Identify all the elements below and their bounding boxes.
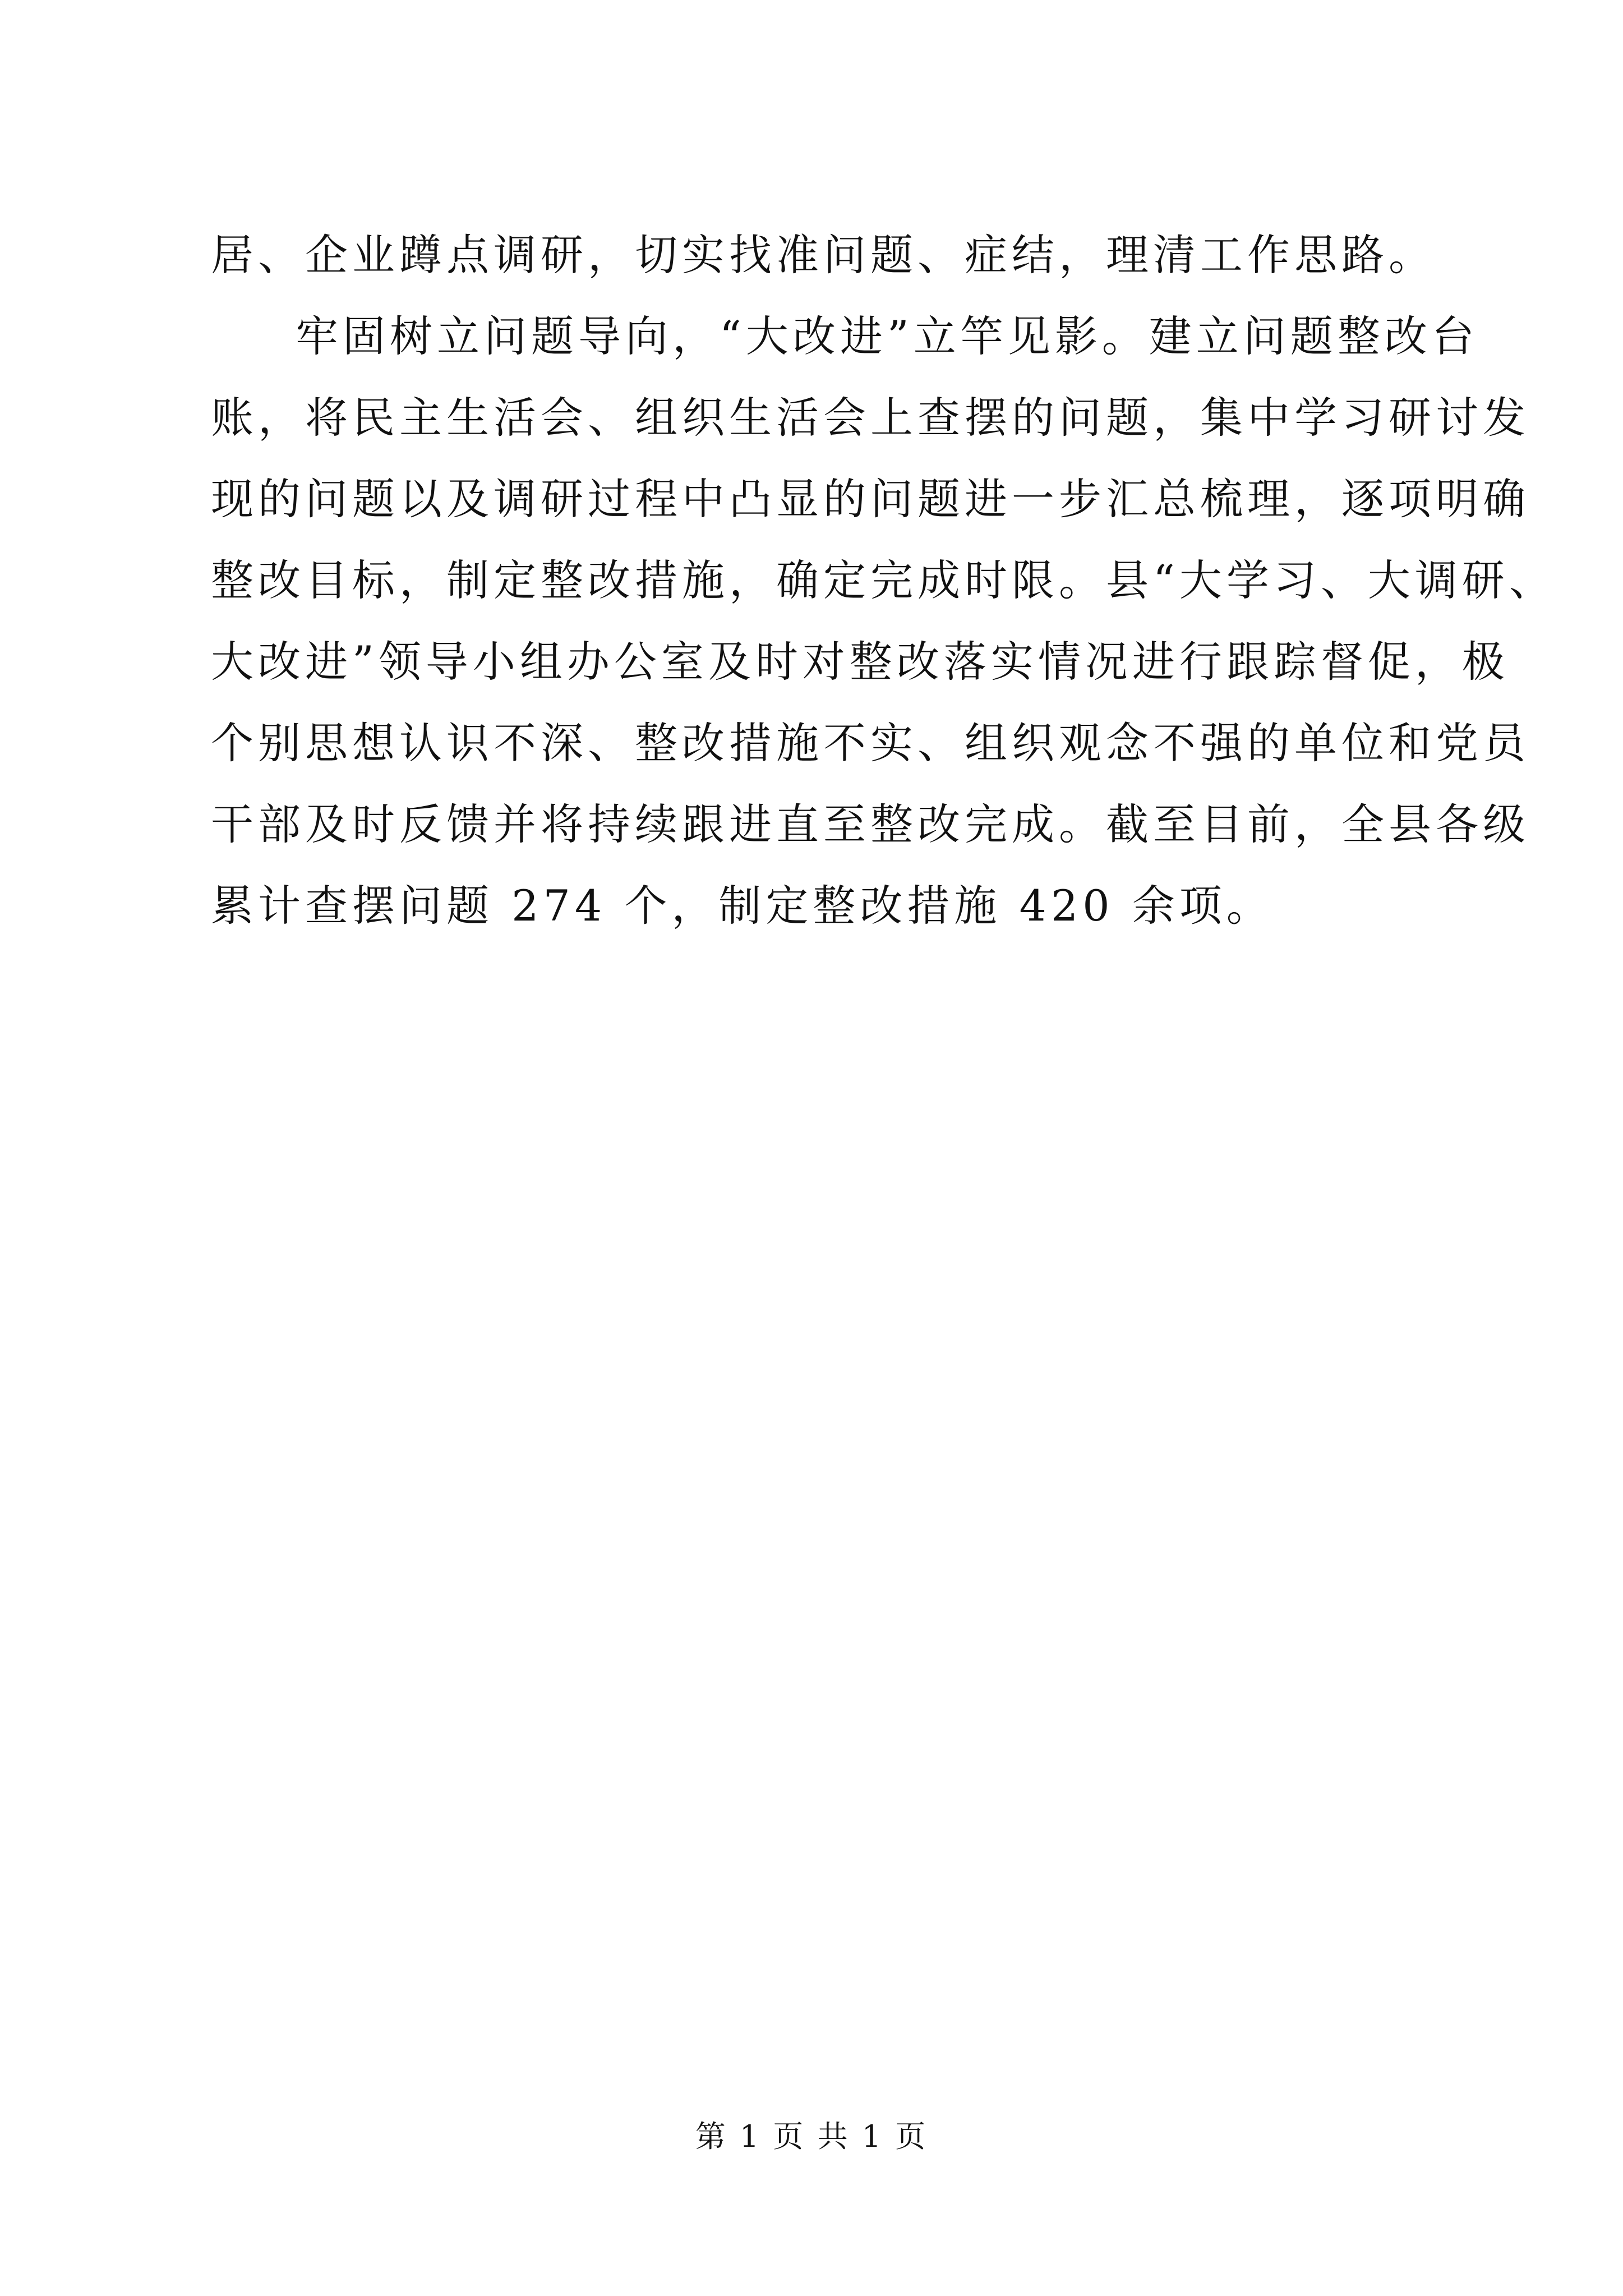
body-text-line: 个别思想认识不深、整改措施不实、组织观念不强的单位和党员 [211,718,1530,768]
body-text-line: 大改进”领导小组办公室及时对整改落实情况进行跟踪督促，极 [211,637,1509,687]
body-text-line: 累计查摆问题 274 个，制定整改措施 420 余项。 [211,881,1274,931]
body-text-line: 居、企业蹲点调研，切实找准问题、症结，理清工作思路。 [211,230,1436,280]
body-text-line: 整改目标，制定整改措施，确定完成时限。县“大学习、大调研、 [211,555,1556,605]
body-text-line: 现的问题以及调研过程中凸显的问题进一步汇总梳理，逐项明确 [211,474,1530,524]
body-text-line: 干部及时反馈并将持续跟进直至整改完成。截至目前，全县各级 [211,799,1530,849]
paragraph-first-line: 牢固树立问题导向，“大改进”立竿见影。建立问题整改台 [296,311,1479,361]
page-number-footer: 第 1 页 共 1 页 [695,2119,928,2154]
body-text-line: 账，将民主生活会、组织生活会上查摆的问题，集中学习研讨发 [211,393,1530,443]
